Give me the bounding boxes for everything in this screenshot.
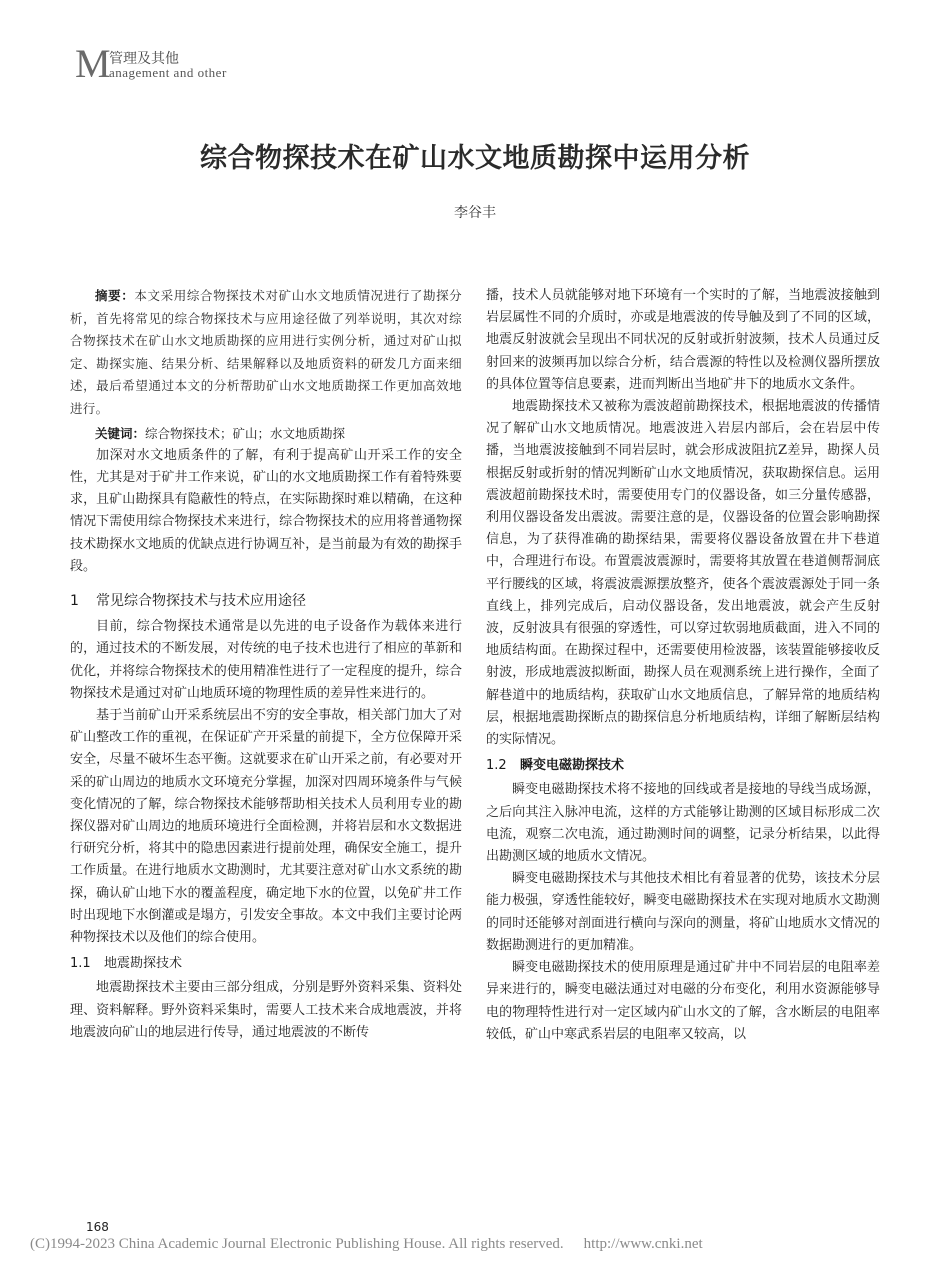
section-1-1-title: 地震勘探技术 [104,956,183,972]
abstract-label: 摘要： [95,288,135,303]
abstract-text: 本文采用综合物探技术对矿山水文地质情况进行了勘探分析，首先将常见的综合物探技术与应用途径做了列举说明，其次对综合物探技术在矿山水文地质勘探的应用进行实例分析，通过对矿山拟定、勘探实施、结果分析、结果解释以及地质资料的研发几方面来细述，最后希望通过本文的分析帮助矿山水文地质勘探工作更加高效地进行。 [70,288,462,416]
continued-paragraph: 播，技术人员就能够对地下环境有一个实时的了解，当地震波接触到岩层属性不同的介质时，亦或是地震波的传导触及到了不同的区域，地震反射波就会呈现出不同状况的反射或折射波频，技术人员通过反射回来的波频再加以综合分析，结合震源的特性以及检测仪器所摆放的具体位置等信息要素，进而判断出当地矿井下的地质水文条件。 [486,288,880,392]
tem-paragraph-1: 瞬变电磁勘探技术将不接地的回线或者是接地的导线当成场源，之后向其注入脉冲电流，这样的方式能够让勘测的区域目标形成二次电流，观察二次电流，通过勘测时间的调整，记录分析结果，以此得出勘测区域的地质水文情况。 [486,782,880,865]
article-title: 综合物探技术在矿山水文地质勘探中运用分析 [200,143,750,174]
section-1-heading [70,590,462,612]
seismic-paragraph-2: 地震勘探技术又被称为震波超前勘探技术，根据地震波的传播情况了解矿山水文地质情况。地震波进入岩层内部后，会在岩层中传播，当地震波接触到不同岩层时，就会形成波阻抗Z差异，勘探人员根据反射或折射的情况判断矿山水文地质情况，获取勘探信息。运用震波超前勘探技术时，需要使用专门的仪器设备，如三分量传感器，利用仪器设备发出震波。需要注意的是，仪器设备的位置会影响勘探信息，为了获得准确的勘探结果，需要将仪器设备放置在井下巷道中，合理进行布设。布置震波震源时，需要将其放置在巷道侧帮洞底平行腰线的区域，将震波震源摆放整齐，使各个震波震源处于同一条直线上，排列完成后，启动仪器设备，发出地震波，就会产生反射波，反射波具有很强的穿透性，可以穿过软弱地质截面，进入不同的地质结构面。在勘探过程中，还需要使用检波器，该装置能够接收反射波，形成地震波拟断面，勘探人员在观测系统上进行操作，全面了解巷道中的地质结构，获取矿山水文地质信息，了解异常的地质结构层，根据地震勘探断点的勘探信息分析地质结构，详细了解断层结构的实际情况。 [486,399,880,748]
section-1-number: 1 [70,592,79,609]
section-1-1-heading [70,953,462,975]
article-author: 李谷丰 [454,205,496,221]
keywords-label: 关键词： [95,425,146,441]
section-1-paragraph-1: 目前，综合物探技术通常是以先进的电子设备作为载体来进行的，通过技术的不断发展，对传统的电子技术也进行了相应的革新和优化，并将综合物探技术的使用精准性进行了一定程度的提升，综合物探技术是通过对矿山地质环境的物理性质的差异性来进行的。 [70,619,462,701]
footer-url[interactable]: http://www.cnki.net [583,1236,703,1252]
keywords-text: 综合物探技术；矿山；水文地质勘探 [145,425,346,441]
section-1-title: 常见综合物探技术与技术应用途径 [96,592,306,609]
tem-paragraph-2: 瞬变电磁勘探技术与其他技术相比有着显著的优势，该技术分层能力极强，穿透性能较好，瞬变电磁勘探技术在实现对地质水文勘测的同时还能够对剖面进行横向与深向的测量，将矿山地质水文情况的数据勘测进行的更加精准。 [486,871,880,953]
section-1-2-number: 1.2 [486,758,507,774]
section-name-english: anagement and other [109,65,227,80]
copyright-text: (C)1994-2023 China Academic Journal Electronic Publishing House. All rights reserved. [30,1236,564,1252]
left-column [70,285,462,1044]
copyright-footer [30,1236,703,1253]
section-name-chinese: 管理及其他 [109,51,179,67]
section-1-paragraph-2: 基于当前矿山开采系统层出不穷的安全事故，相关部门加大了对矿山整改工作的重视，在保证矿产开采量的前提下，全方位保障开采安全，尽量不破坏生态平衡。这就要求在矿山开采之前，有必要对开采的矿山周边的地质水文环境充分掌握，加深对四周环境条件与气候变化情况的了解，综合物探技术能够帮助相关技术人员利用专业的勘探仪器对矿山周边的地质环境进行全面检测，并将岩层和水文数据进行研究分析，将其中的隐患因素进行提前处理，确保安全施工，提升工作质量。在进行地质水文勘测时，尤其要注意对矿山水文系统的勘探，确认矿山地下水的覆盖程度，确定地下水的位置，以免矿井工作时出现地下水倒灌或是塌方，引发安全事故。本文中我们主要讨论两种物探技术以及他们的综合使用。 [70,708,462,946]
section-1-1-number: 1.1 [70,956,91,972]
keywords [70,423,462,445]
page-number: 168 [86,1220,109,1234]
section-1-1-paragraph-1: 地震勘探技术主要由三部分组成，分别是野外资料采集、资料处理、资料解释。野外资料采集时，需要人工技术来合成地震波，并将地震波向矿山的地层进行传导，通过地震波的不断传 [70,980,462,1040]
intro-paragraph: 加深对水文地质条件的了解，有利于提高矿山开采工作的安全性，尤其是对于矿井工作来说，矿山的水文地质勘探工作有着特殊要求，且矿山勘探具有隐蔽性的特点，在实际勘探时难以精确，在这种情况下需使用综合物探技术来进行，综合物探技术的应用将普通物探技术勘探水文地质的优缺点进行协调互补，是当前最为有效的勘探手段。 [70,447,462,574]
right-column [486,285,880,1046]
section-initial-letter: M [75,41,111,86]
tem-paragraph-3: 瞬变电磁勘探技术的使用原理是通过矿井中不同岩层的电阻率差异来进行的，瞬变电磁法通过对电磁的分布变化，利用水资源能够导电的物理特性进行对一定区域内矿山水文的了解，含水断层的电阻率较低，矿山中寒武系岩层的电阻率又较高，以 [486,960,880,1042]
section-1-2-heading [486,755,880,777]
section-1-2-title: 瞬变电磁勘探技术 [520,758,625,774]
abstract [70,285,462,421]
